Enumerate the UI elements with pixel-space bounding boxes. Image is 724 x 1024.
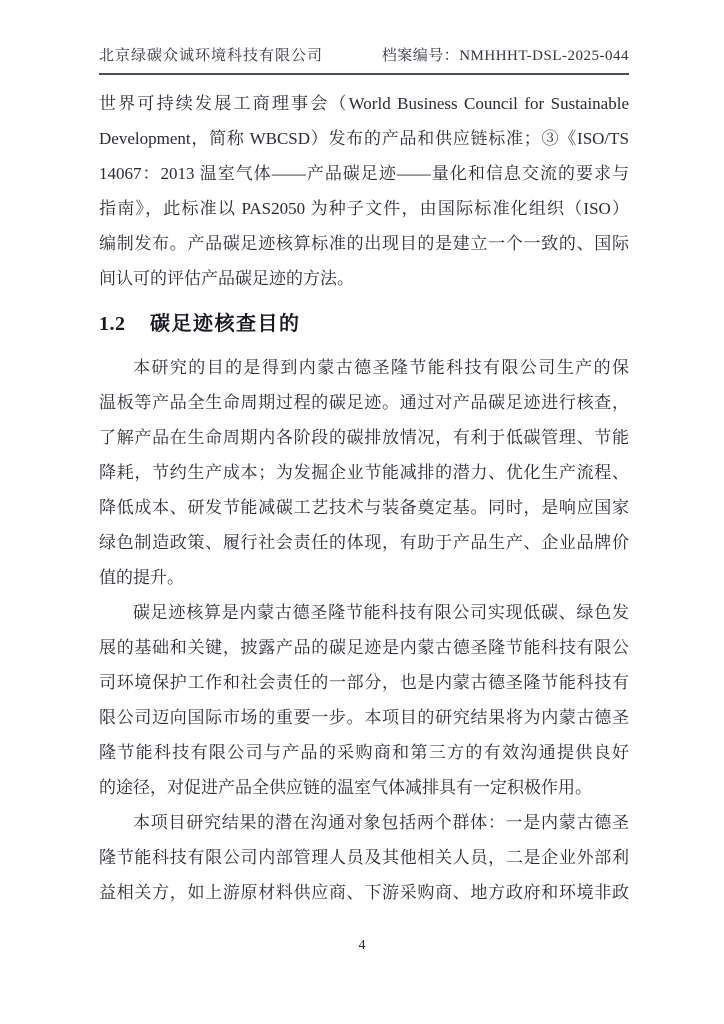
text-line: 绿色制造政策、履行社会责任的体现，有助于产品生产、企业品牌价 [99, 533, 629, 552]
section-title: 碳足迹核查目的 [150, 313, 301, 335]
text-line: 了解产品在生命周期内各阶段的碳排放情况，有利于低碳管理、节能 [99, 428, 629, 447]
header-file-number [382, 44, 629, 65]
page-number: 4 [358, 938, 366, 953]
document-body [99, 86, 629, 910]
text-line: 碳足迹核算是内蒙古德圣隆节能科技有限公司实现低碳、绿色发 [133, 603, 629, 622]
text-line: 司环境保护工作和社会责任的一部分，也是内蒙古德圣隆节能科技有 [99, 673, 629, 692]
text-line: 间认可的评估产品碳足迹的方法。 [99, 269, 354, 288]
page-header [99, 44, 629, 75]
text-line: 隆节能科技有限公司与产品的采购商和第三方的有效沟通提供良好 [99, 743, 629, 762]
header-company-name: 北京绿碳众诚环境科技有限公司 [99, 48, 324, 64]
text-line: 降耗，节约生产成本；为发掘企业节能减排的潜力、优化生产流程、 [99, 463, 629, 482]
section-heading [99, 304, 629, 344]
text-line: 编制发布。产品碳足迹核算标准的出现目的是建立一个一致的、国际 [99, 234, 629, 253]
header-file-value: NMHHHT-DSL-2025-044 [459, 48, 629, 64]
text-line: 指南》，此标准以 PAS2050 为种子文件，由国际标准化组织（ISO） [99, 199, 629, 218]
text-line: 世界可持续发展工商理事会（World Business Council for Sustainable [99, 94, 629, 113]
text-line: 值的提升。 [99, 568, 184, 587]
text-line: 温板等产品全生命周期过程的碳足迹。通过对产品碳足迹进行核查， [99, 393, 629, 412]
text-line: 的途径，对促进产品全供应链的温室气体减排具有一定积极作用。 [99, 778, 592, 797]
header-file-label: 档案编号： [381, 48, 460, 64]
text-line: 14067：2013 温室气体——产品碳足迹——量化和信息交流的要求与 [99, 164, 629, 183]
text-line: 本项目研究结果的潜在沟通对象包括两个群体：一是内蒙古德圣 [133, 813, 629, 832]
text-line: 隆节能科技有限公司内部管理人员及其他相关人员，二是企业外部利 [99, 848, 629, 867]
text-line: 展的基础和关键，披露产品的碳足迹是内蒙古德圣隆节能科技有限公 [99, 638, 629, 657]
text-line: Development，简称 WBCSD）发布的产品和供应链标准；③《ISO/TS [99, 129, 629, 148]
section-number: 1.2 [99, 313, 126, 335]
text-line: 本研究的目的是得到内蒙古德圣隆节能科技有限公司生产的保 [133, 358, 629, 377]
text-line: 降低成本、研发节能减碳工艺技术与装备奠定基。同时，是响应国家 [99, 498, 629, 517]
text-line: 限公司迈向国际市场的重要一步。本项目的研究结果将为内蒙古德圣 [99, 708, 629, 727]
text-line: 益相关方，如上游原材料供应商、下游采购商、地方政府和环境非政 [99, 883, 629, 902]
